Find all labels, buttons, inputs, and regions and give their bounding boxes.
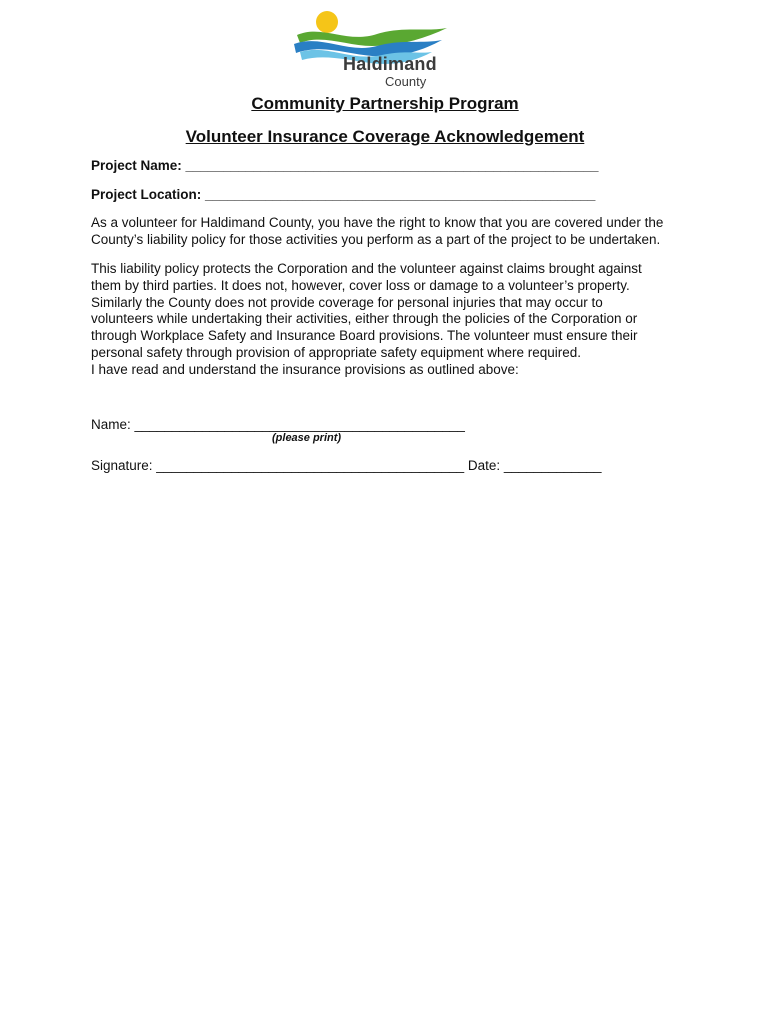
coverage-paragraph: As a volunteer for Haldimand County, you have the right to know that you are covered under the County’s liability policy for those activities you perform as a part of the project to be undertaken. [91, 215, 664, 247]
liability-paragraph: This liability policy protects the Corporation and the volunteer against claims brought against them by third parties. It does not, however, cover loss or damage to a volunteer’s property. Similarly the County does not provide coverage for personal injuries that may occur to volunteers while undertaking their activities, either through the policies of the Corporation or through Workplace Safety and Insurance Board provisions. The volunteer must ensure their personal safety through provision of appropriate safety equipment where required. I have read and understand the insurance provisions as outlined above: [91, 261, 642, 377]
please-print-hint: (please print) [272, 432, 342, 444]
page-subtitle: Volunteer Insurance Coverage Acknowledgement [185, 127, 585, 146]
logo-subtitle: County [385, 74, 427, 89]
logo-text [343, 55, 437, 88]
project-location-field[interactable]: Project Location: ____________________________________________________ [91, 187, 596, 202]
page-title: Community Partnership Program [251, 94, 519, 113]
sun-icon [316, 11, 338, 33]
logo-name: Haldimand [343, 54, 437, 74]
name-field[interactable]: Name: ____________________________________________ [91, 417, 465, 432]
signature-date-field[interactable]: Signature: _________________________________________ Date: _____________ [91, 458, 602, 473]
project-name-field[interactable]: Project Name: _______________________________________________________ [91, 158, 599, 173]
